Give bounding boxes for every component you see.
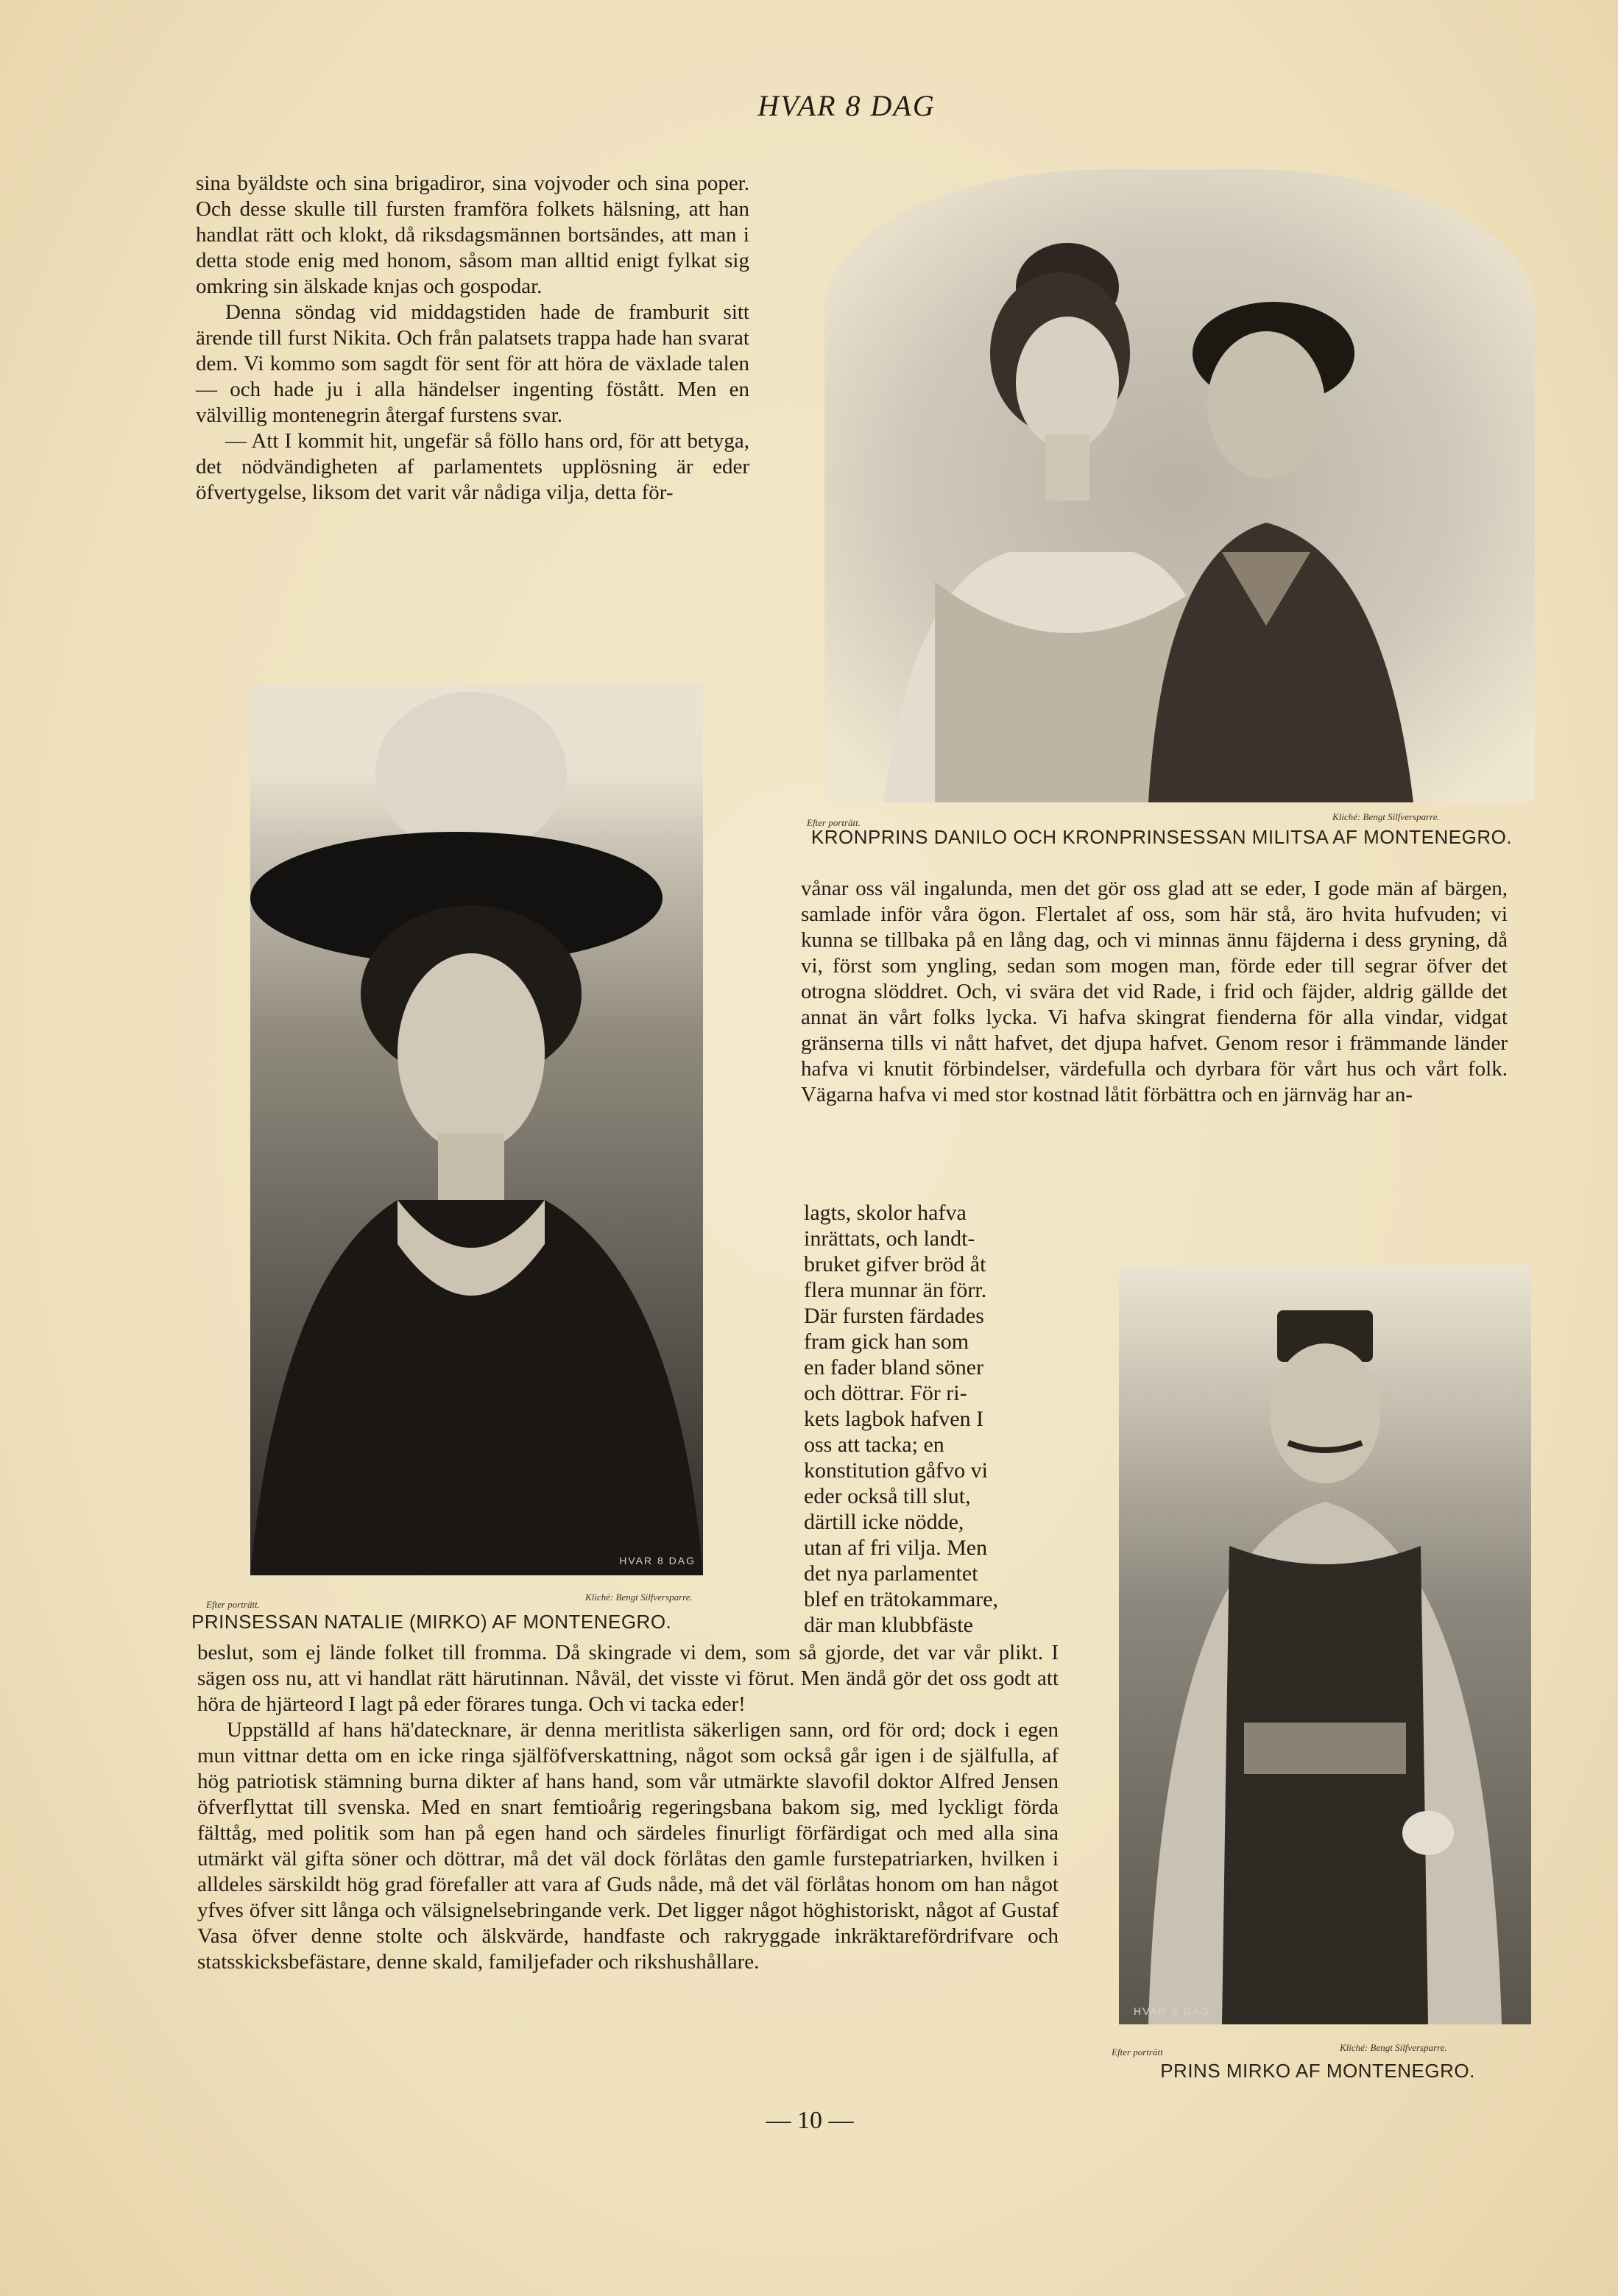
paragraph: — Att I kommit hit, ungefär så föllo hans ord, för att betyga, det nödvändigheten af parlamentets upplösning är eder öfvertygelse, liksom det varit vår nådiga vilja, detta för- bbox=[196, 429, 749, 504]
text-line: Där fursten färdades bbox=[804, 1304, 984, 1328]
paragraph: sina byäldste och sina brigadiror, sina vojvoder och sina poper. Och desse skulle till fursten framföra folkets hälsning, att han handlat rätt och klokt, då riksdagsmännen bortsändes, att man i detta stode enig med honom, såsom man alltid enigt fylkat sig omkring sin älskade knjas och gospodar. bbox=[196, 172, 749, 298]
photo-portrait-art bbox=[250, 685, 703, 1575]
text-line: eder också till slut, bbox=[804, 1484, 971, 1508]
photo-credit: Kliché: Bengt Silfversparre. bbox=[1332, 811, 1440, 822]
page-header: HVAR 8 DAG bbox=[757, 89, 936, 122]
photo-caption: PRINS MIRKO AF MONTENEGRO. bbox=[1160, 2060, 1475, 2082]
text-column-narrow bbox=[804, 1200, 1054, 1638]
text-line: blef en trätokammare, bbox=[804, 1587, 999, 1611]
paragraph: Denna söndag vid middagstiden hade de framburit sitt ärende till furst Nikita. Och från palatsets trappa hade han svarat dem. Vi kommo som sagdt för sent för att höra de växlade talen — och hade ju i alla händelser ingenting föstått. Men en välvillig montenegrin återgaf furstens svar. bbox=[196, 300, 749, 427]
photo-credit: Efter porträtt bbox=[1112, 2046, 1163, 2057]
photo-danilo-militsa bbox=[824, 169, 1535, 802]
text-line: kets lagbok hafven I bbox=[804, 1407, 984, 1431]
text-line: inrättats, och landt- bbox=[804, 1226, 975, 1251]
page-number: — 10 — bbox=[766, 2107, 854, 2134]
text-line: en fader bland söner bbox=[804, 1355, 984, 1380]
text-line: oss att tacka; en bbox=[804, 1433, 944, 1457]
photo-watermark: HVAR 8 DAG bbox=[619, 1555, 696, 1566]
photo-caption: PRINSESSAN NATALIE (MIRKO) AF MONTENEGRO. bbox=[191, 1611, 672, 1633]
paragraph: beslut, som ej lände folket till fromma. Då skingrade vi dem, som så gjorde, det var vår plikt. I sägen oss nu, att vi handlat rätt härutinnan. Nåväl, det visste vi förut. Men ändå gör det oss godt att höra de hjärteord I lagt på eder förares tunga. Och vi tacka eder! bbox=[197, 1641, 1059, 1716]
text-line: konstitution gåfvo vi bbox=[804, 1458, 988, 1483]
photo-credit: Kliché: Bengt Silfversparre. bbox=[585, 1592, 693, 1603]
text-line: det nya parlamentet bbox=[804, 1561, 978, 1586]
photo-credit: Efter porträtt. bbox=[206, 1599, 260, 1610]
text-column-bottom bbox=[197, 1640, 1059, 1975]
photo-credit: Kliché: Bengt Silfversparre. bbox=[1340, 2042, 1447, 2053]
photo-watermark: HVAR 8 DAG bbox=[1134, 2005, 1210, 2017]
text-line: flera munnar än förr. bbox=[804, 1278, 987, 1302]
text-column-top-left bbox=[196, 171, 749, 506]
photo-credit: Efter porträtt. bbox=[807, 817, 861, 828]
photo-natalie bbox=[250, 685, 703, 1575]
text-line: och döttrar. För ri- bbox=[804, 1381, 967, 1405]
photo-portrait-art bbox=[1119, 1266, 1531, 2024]
photo-portrait-art bbox=[824, 169, 1535, 802]
text-line: fram gick han som bbox=[804, 1329, 969, 1354]
text-line: bruket gifver bröd åt bbox=[804, 1252, 986, 1276]
paragraph: Uppställd af hans hä'datecknare, är denna meritlista säkerligen sann, ord för ord; dock i egen mun vittnar detta om en icke ringa själföfverskattning, något som också går igen i de själfulla, af hög patriotisk stämning burna dikter af hans hand, som vår utmärkte slavofil doktor Alfred Jensen öfverflyttat till svenska. Med en snart femtioårig regeringsbana bakom sig, med lyckligt förda fälttåg, med politik som han på egen hand och särdeles finurligt förfärdigat och med alla sina utmärkt väl gifta söner och döttrar, må det väl dock förlåtas den gamle furstepatriarken, hvilken i alldeles särskildt hög grad förefaller att vara af Guds nåde, må det väl förlåtas honom om han något yfves öfver sitt långa och välsignelsebringande verk. Det ligger något höghistoriskt, något af Gustaf Vasa öfver denne stolte och älskvärde, handfaste och rakryggade inkräktarefördrifvare och statsskicksbefästare, denne skald, familjefader och rikshushållare. bbox=[197, 1718, 1059, 1974]
photo-mirko bbox=[1119, 1266, 1531, 2024]
text-line: därtill icke nödde, bbox=[804, 1510, 964, 1534]
photo-caption: KRONPRINS DANILO OCH KRONPRINSESSAN MILITSA AF MONTENEGRO. bbox=[810, 826, 1513, 848]
text-line: lagts, skolor hafva bbox=[804, 1201, 967, 1225]
text-line: utan af fri vilja. Men bbox=[804, 1536, 988, 1560]
text-column-right: vånar oss väl ingalunda, men det gör oss glad att se eder, I gode män af bärgen, samlade inför våra ögon. Flertalet af oss, som här stå, äro hvita hufvuden; vi kunna se tillbaka på en lång dag, och vi minnas ännu fäjderna i dess gryning, då vi, först som yngling, sedan som mogen man, förde eder till segrar öfver det otrogna slöddret. Och, vi svära det vid Rade, i frid och fäjder, aldrig gällde det annat än vårt folks lycka. Vi hafva skingrat fienderna för alla vindar, vidgat gränserna tills vi nått hafvet, det djupa hafvet. Genom resor i främmande länder hafva vi knutit förbindelser, värdefulla och dyrbara för vårt hus och vårt folk. Vägarna hafva vi med stor kostnad låtit förbättra och en järnväg har an- bbox=[801, 877, 1508, 1106]
text-line: där man klubbfäste bbox=[804, 1613, 973, 1637]
